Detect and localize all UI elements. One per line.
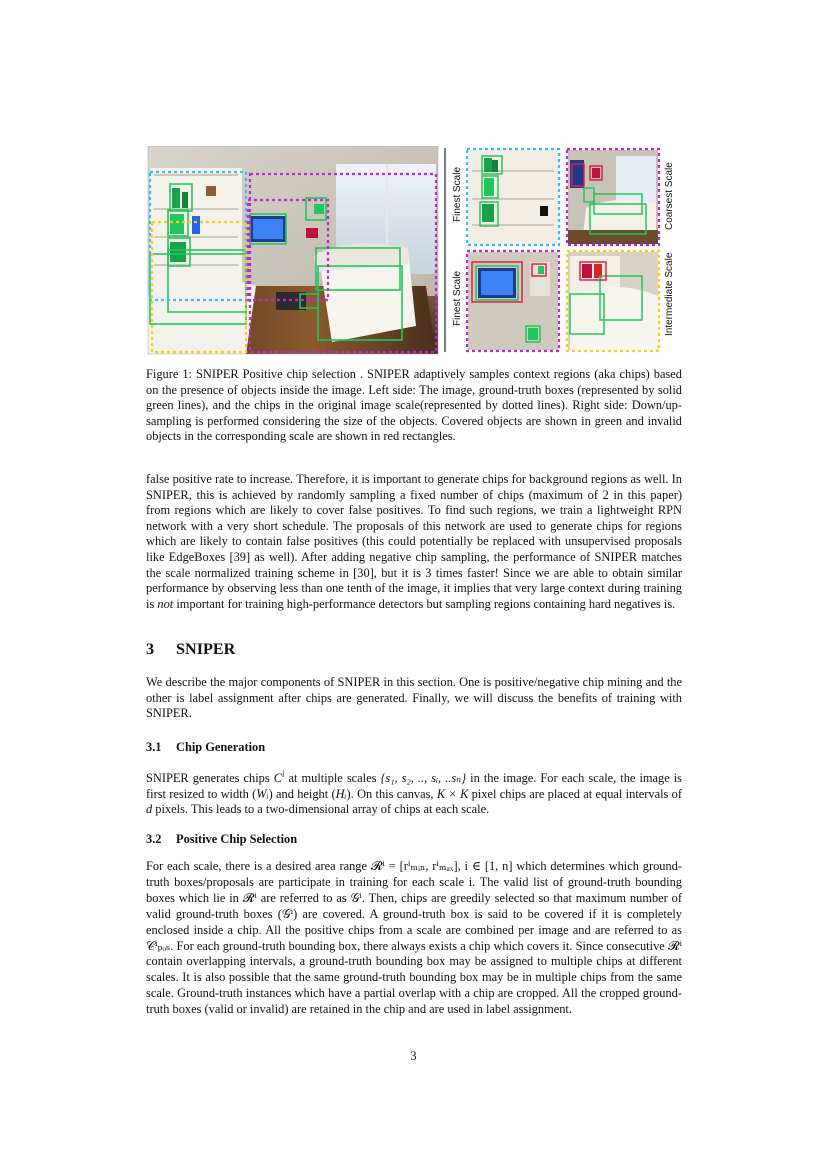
section-3-heading bbox=[146, 640, 235, 659]
section-3-title: SNIPER bbox=[176, 640, 236, 658]
thumb-intermediate bbox=[567, 251, 659, 351]
page-number: 3 bbox=[410, 1049, 417, 1063]
section-3-1-body bbox=[146, 767, 682, 818]
para1-text-b: important for training high-performance detectors but sampling regions containing hard negatives is. bbox=[173, 596, 676, 611]
section-3-2-heading bbox=[146, 832, 297, 847]
body-paragraph-1 bbox=[146, 472, 682, 612]
s31-text: pixel chips are placed at equal intervals of bbox=[468, 786, 682, 801]
thumb-finest-tv bbox=[467, 251, 559, 351]
s31-math-height: Hᵢ bbox=[335, 786, 347, 801]
section-3-1-number: 3.1 bbox=[146, 740, 162, 754]
s31-text: in the image. For each scale, the image is first resized to width ( bbox=[146, 771, 683, 801]
section-3-2-body: For each scale, there is a desired area range 𝓡ⁱ = [rⁱₘᵢₙ, rⁱₘₐₓ], i ∈ [1, n] which determines which ground-truth boxes/proposals are participate in training for each scale i. The valid list of ground-truth bounding boxes which lie in 𝓡ⁱ are referred to as 𝒢ⁱ. Then, chips are greedily selected so that maximum number of valid ground-truth boxes (𝒢ⁱ) are covered. A ground-truth box is said to be covered if it is completely enclosed inside a chip. All the positive chips from a scale are combined per image and are referred to as 𝒞ⁱₚₒₛ. For each ground-truth bounding box, there always exists a chip which covers it. Since consecutive 𝓡ⁱ contain overlapping intervals, a ground-truth bounding box may be assigned to multiple chips at different scales. It is also possible that the same ground-truth bounding box may be in multiple chips from the same scale. Ground-truth instances which have a partial overlap with a chip are cropped. All the cropped ground-truth boxes (valid or invalid) are retained in the chip and are used in label assignment. bbox=[146, 859, 682, 1017]
s31-text: at multiple scales bbox=[284, 771, 381, 786]
section-3-1-title: Chip Generation bbox=[176, 740, 266, 754]
s31-text: ). On this canvas, bbox=[346, 786, 437, 801]
label-intermediate: Intermediate Scale bbox=[664, 252, 675, 336]
s31-math-scales: {s₁, s₂, .., sᵢ, ..sₙ} bbox=[380, 771, 467, 786]
s31-text: SNIPER generates chips bbox=[146, 771, 274, 786]
section-3-number: 3 bbox=[146, 640, 155, 658]
main-image bbox=[148, 146, 438, 354]
label-finest-bottom: Finest Scale bbox=[452, 270, 463, 326]
section-3-2-number: 3.2 bbox=[146, 832, 162, 846]
para1-text-a: false positive rate to increase. Therefore, it is important to generate chips for background regions as well. In SNIPER, this is achieved by randomly sampling a fixed number of chips (maximum of 2 in this paper) from regions which are likely to cover false positives. To find such regions, we train a lightweight RPN network with a very short schedule. The proposals of this network are used to generate chips for regions which are likely to contain false positives (this could potentially be replaced with unsupervised proposals like EdgeBoxes [39] as well). After adding negative chip sampling, the performance of SNIPER matches the scale normalized training scheme in [30], but it is 3 times faster! Since we are able to obtain similar performance by observing less than one tenth of the image, it implies that very large context during training is bbox=[146, 472, 682, 611]
s31-text: ) and height ( bbox=[268, 786, 336, 801]
section-3-intro: We describe the major components of SNIPER in this section. One is positive/negative chip mining and the other is label assignment after chips are generated. Finally, we will discuss the benefits of training with SNIPER. bbox=[146, 675, 682, 721]
section-3-2-title: Positive Chip Selection bbox=[176, 832, 298, 846]
figure-caption: Figure 1: SNIPER Positive chip selection . SNIPER adaptively samples context regions (aka chips) based on the presence of objects inside the image. Left side: The image, ground-truth boxes (represented by solid green lines), and the chips in the original image scale(represented by dotted lines). Right side: Down/up-sampling is performed considering the size of the objects. Covered objects are shown in green and invalid objects in the corresponding scale are shown in red rectangles. bbox=[146, 367, 682, 444]
figure-graphic bbox=[146, 146, 686, 356]
s31-math-d: d bbox=[146, 802, 153, 817]
thumb-coarsest-room bbox=[567, 149, 659, 245]
label-coarsest: Coarsest Scale bbox=[664, 162, 675, 230]
para1-emphasis: not bbox=[157, 596, 174, 611]
thumb-finest-bookshelf bbox=[467, 149, 559, 245]
s31-math-kxk: K × K bbox=[436, 786, 469, 801]
s31-math-chips: $C^i$ bbox=[273, 769, 285, 786]
s31-math-width: Wᵢ bbox=[256, 786, 269, 801]
s31-text: pixels. This leads to a two-dimensional array of chips at each scale. bbox=[152, 802, 490, 817]
section-3-1-heading bbox=[146, 740, 265, 755]
label-finest-top: Finest Scale bbox=[452, 166, 463, 222]
figure-1 bbox=[146, 146, 686, 356]
